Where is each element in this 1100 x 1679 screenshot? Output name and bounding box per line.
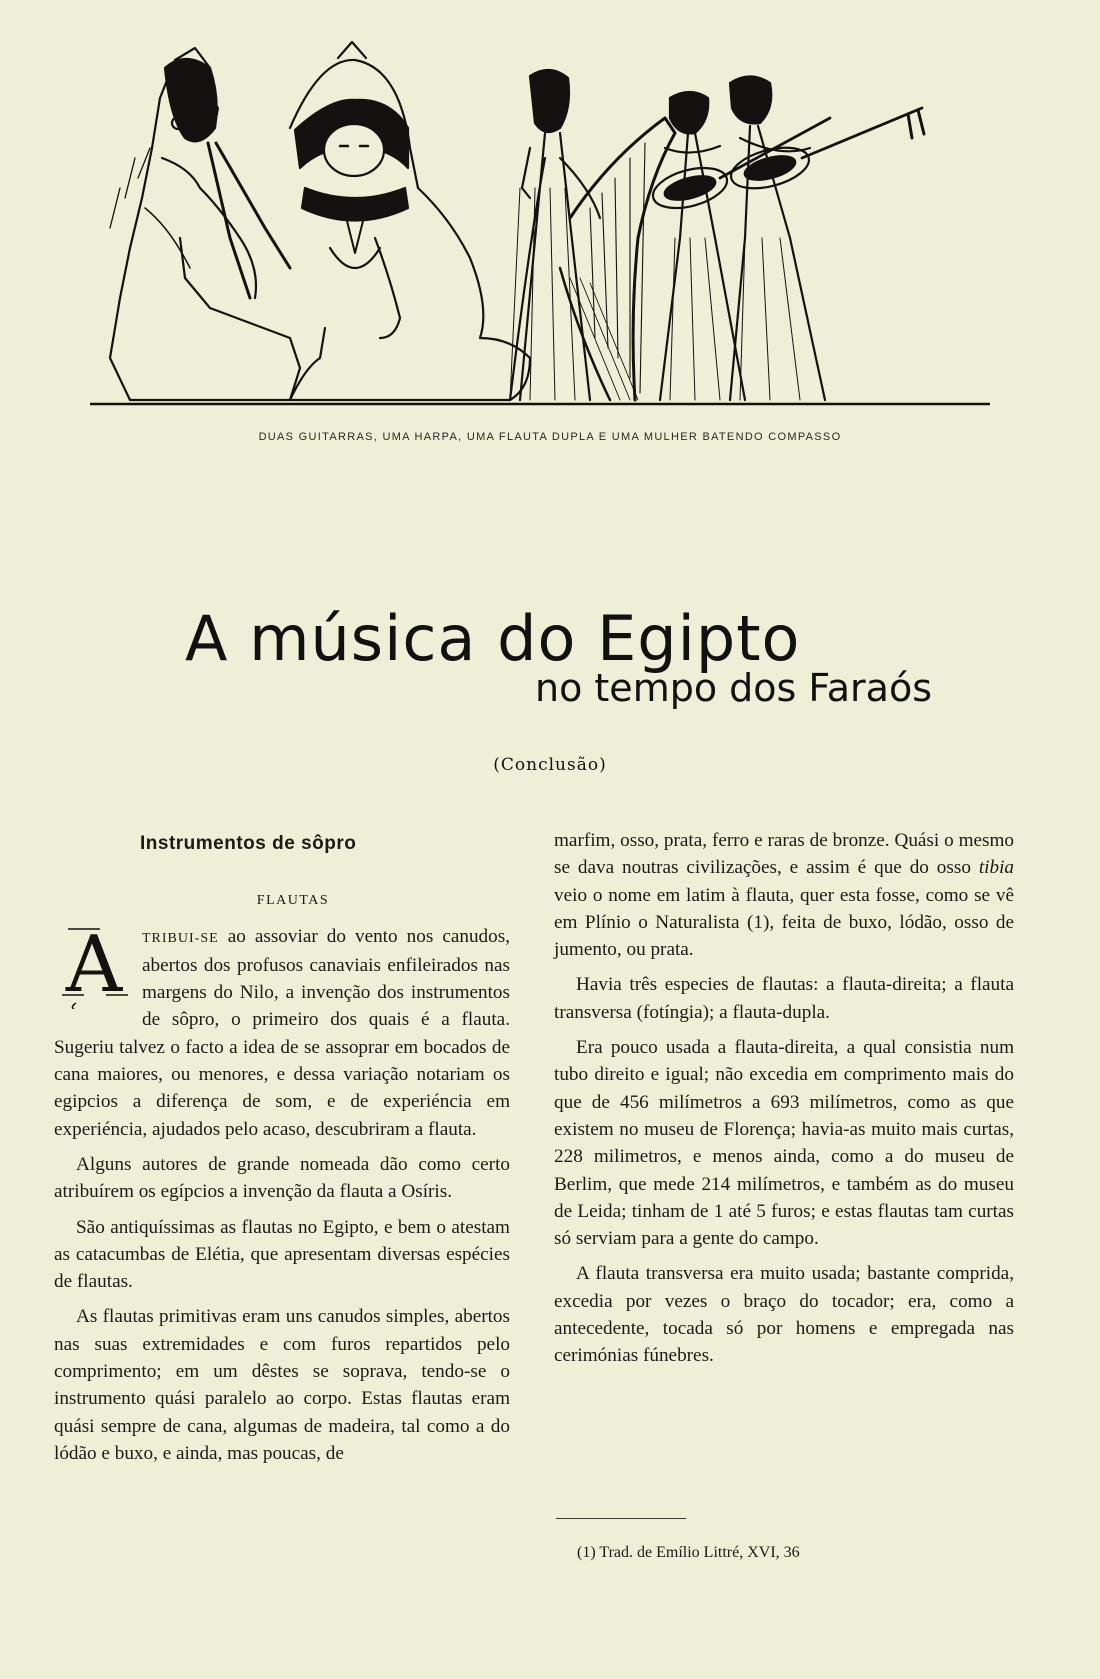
section-subtitle: FLAUTAS: [256, 893, 330, 909]
section-title: Instrumentos de sôpro: [140, 833, 357, 854]
illustration-caption: DUAS GUITARRAS, UMA HARPA, UMA FLAUTA DUPLA E UMA MULHER BATENDO COMPASSO: [258, 431, 842, 443]
guitar-player-two-figure: [727, 77, 924, 401]
dropcap-ornament-icon: [54, 925, 134, 1009]
first-paragraph: [54, 923, 510, 1143]
italic-word: tibia: [978, 857, 1014, 879]
paragraph-text: ao assoviar do vento nos canudos, abertos dos profusos canaviais enfileirados nas margens do Nilo, a invenção dos instrumentos de sôpro, o primeiro dos quais é a flauta. Sugeriu talvez o facto a idea de se assoprar em bocados de cana maiores, ou menores, e dessa variação notariam os egipcios a diferença de som, e de experiéncia em experiéncia, ajudados pelo acaso, descubriram a flauta.: [54, 925, 510, 1140]
footnote: (1) Trad. de Emílio Littré, XVI, 36: [577, 1544, 800, 1561]
paragraph: [554, 827, 1014, 963]
paragraph-text: marfim, osso, prata, ferro e raras de bronze. Quási o mesmo se dava noutras civilizações, e assim é que do osso: [554, 830, 1014, 879]
dropcap-letter: [54, 925, 134, 1009]
musicians-drawing: [90, 38, 990, 413]
left-column: [54, 830, 510, 1475]
paragraph: São antiquíssimas as flautas no Egipto, e bem o atestam as catacumbas de Elétia, que apresentam diversas espécies de flautas.: [54, 1216, 510, 1293]
footnote-rule: [556, 1518, 686, 1519]
conclusion-label: (Conclusão): [493, 755, 607, 775]
clapping-woman-figure: [290, 42, 530, 400]
dropcap-glyph: A: [65, 924, 123, 1009]
egyptian-musicians-illustration: [90, 38, 990, 413]
paragraph: Alguns autores de grande nomeada dão como certo atribuírem os egípcios a invenção da flauta a Osíris.: [54, 1153, 510, 1203]
first-word: TRIBUI-SE: [142, 930, 219, 946]
paragraph: Era pouco usada a flauta-direita, a qual consistia num tubo direito e igual; não excedia em comprimento mais do que de 456 milímetros a 693 milímetros, como as que existem no museu de Florença; havia-as muito mais curtas, 228 milimetros, e menos ainda, como a do museu de Berlim, que mede 214 milímetros, e também as do museu de Leida; tinham de 1 até 5 furos; e estas flautas tam curtas só serviam para a gente do campo.: [554, 1037, 1014, 1250]
paragraph: A flauta transversa era muito usada; bastante comprida, excedia por vezes o braço do tocador; era, como a antecedente, tocada só por homens e empregada nas cerimónias fúnebres.: [554, 1263, 1014, 1367]
harp-drawing: [560, 118, 675, 400]
paragraph: As flautas primitivas eram uns canudos simples, abertos nas suas extremidades e com furos repartidos pelo comprimento; em um dêstes se soprava, tendo-se o instrumento quási paralelo ao corpo. Estas flautas eram quási sempre de cana, algumas de madeira, tal como a do lódão e buxo, e ainda, mas poucas, de: [54, 1306, 510, 1464]
article-title: A música do Egipto: [185, 601, 801, 675]
article-subtitle: no tempo dos Faraós: [535, 666, 933, 710]
paragraph-text: veio o nome em latim à flauta, quer esta fosse, como se vê em Plínio o Naturalista (1), feita de buxo, lódão, osso de jumento, ou prata.: [554, 884, 1014, 961]
flute-player-figure: [110, 48, 300, 400]
harp-player-figure: [510, 70, 600, 400]
paragraph: Havia três especies de flautas: a flauta-direita; a flauta transversa (fotíngia); a flauta-dupla.: [554, 974, 1014, 1023]
right-column: [554, 827, 1014, 1378]
